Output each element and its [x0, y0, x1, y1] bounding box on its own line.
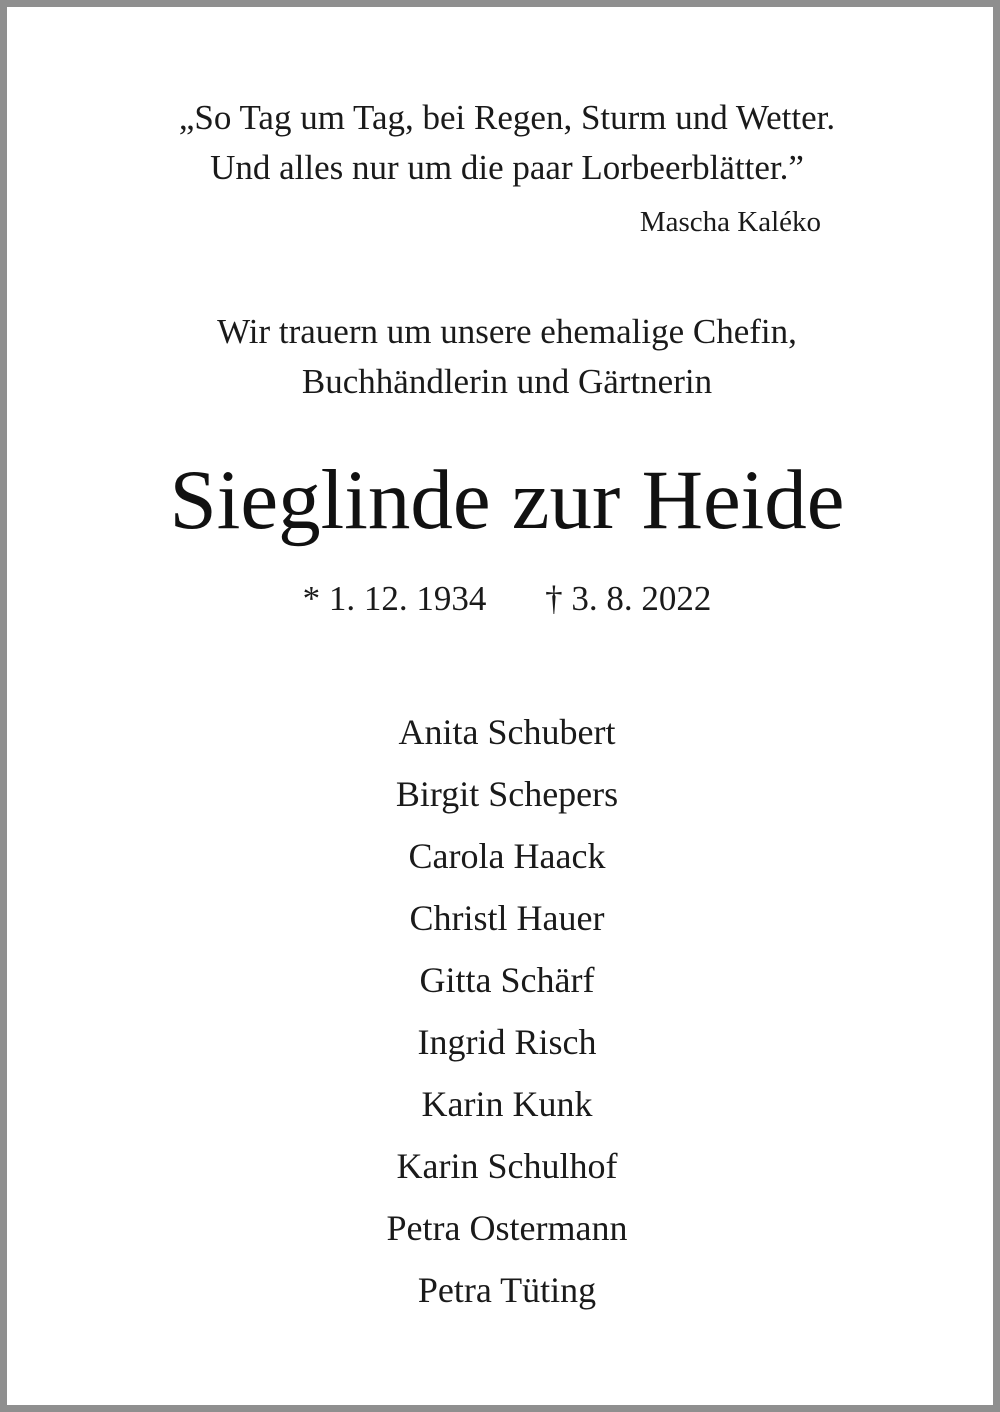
birth-date: * 1. 12. 1934 [302, 579, 487, 618]
mourning-intro [7, 307, 1000, 407]
intro-line-1: Wir trauern um unsere ehemalige Chefin, [217, 312, 797, 351]
signer-name: Karin Kunk [421, 1084, 593, 1124]
signer-name: Gitta Schärf [419, 960, 595, 1000]
signer-name: Anita Schubert [398, 712, 616, 752]
signer-name: Ingrid Risch [417, 1022, 597, 1062]
signers-list [7, 701, 1000, 1321]
signer-name: Petra Ostermann [386, 1208, 628, 1248]
signer-name: Christl Hauer [409, 898, 605, 938]
signer-name: Karin Schulhof [396, 1146, 618, 1186]
quote-line-2: Und alles nur um die paar Lorbeerblätter.” [210, 148, 804, 187]
signer-name: Birgit Schepers [395, 774, 619, 814]
quote-line-1: „So Tag um Tag, bei Regen, Sturm und Wetter. [178, 98, 836, 137]
signer-name: Petra Tüting [417, 1270, 597, 1310]
deceased-name: Sieglinde zur Heide [169, 453, 845, 547]
death-date: † 3. 8. 2022 [545, 579, 712, 618]
intro-line-2: Buchhändlerin und Gärtnerin [301, 362, 713, 401]
life-dates [7, 575, 1000, 623]
quote-author: Mascha Kaléko [639, 206, 821, 238]
quote-block [7, 93, 1000, 193]
signer-name: Carola Haack [408, 836, 606, 876]
